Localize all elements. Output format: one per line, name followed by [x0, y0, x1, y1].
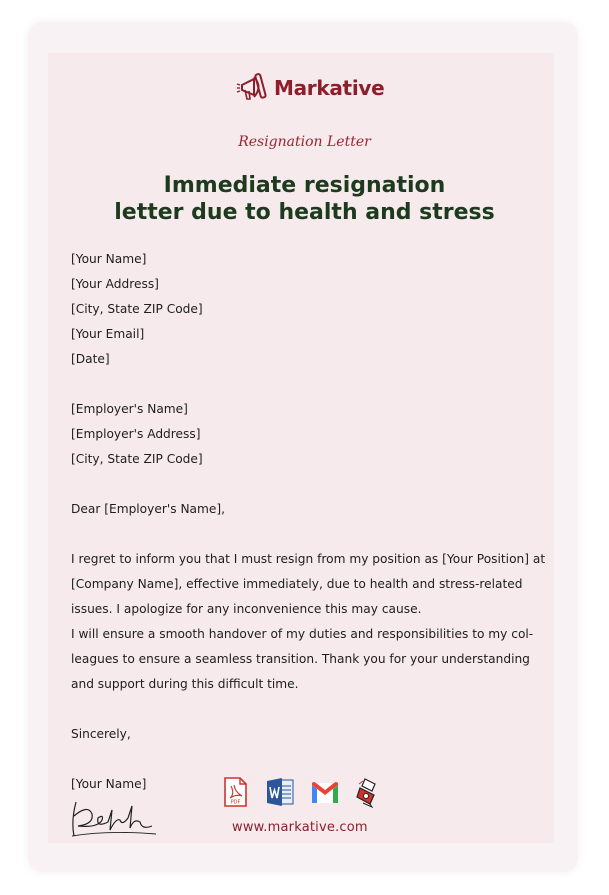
megaphone-icon [236, 71, 270, 105]
paragraph-line: [Company Name], effective immediately, due to health and stress-related [71, 577, 523, 591]
recipient-line: [City, State ZIP Code] [71, 452, 203, 466]
closing: Sincerely, [71, 727, 131, 741]
brand-logo [236, 70, 384, 106]
svg-text:PDF: PDF [230, 799, 241, 806]
word-icon[interactable] [265, 776, 295, 808]
share-icons [220, 776, 400, 808]
title-line: letter due to health and stress [114, 200, 495, 225]
letter-body [71, 547, 551, 697]
title-line: Immediate resignation [163, 173, 446, 198]
recipient-line: [Employer's Name] [71, 402, 188, 416]
salutation: Dear [Employer's Name], [71, 502, 226, 516]
print-icon[interactable] [355, 776, 385, 808]
document-subtitle: Resignation Letter [238, 134, 371, 150]
paragraph-line: I regret to inform you that I must resign from my position as [Your Position] at [71, 552, 546, 566]
closing-block [71, 722, 551, 747]
paragraph-line: issues. I apologize for any inconvenience this may cause. [71, 602, 422, 616]
sender-line: [Your Address] [71, 277, 159, 291]
paragraph-line: leagues to ensure a seamless transition. Thank you for your understanding [71, 652, 530, 666]
sender-block [71, 247, 551, 372]
recipient-line: [Employer's Address] [71, 427, 201, 441]
sender-line: [City, State ZIP Code] [71, 302, 203, 316]
gmail-icon[interactable] [310, 776, 340, 808]
paragraph-line: I will ensure a smooth handover of my duties and responsibilities to my col- [71, 627, 534, 641]
recipient-block [71, 397, 551, 472]
salutation-block [71, 497, 551, 522]
brand-name: Markative [274, 76, 385, 100]
signature-name: [Your Name] [71, 777, 147, 791]
sender-line: [Your Name] [71, 252, 147, 266]
document-title [0, 172, 609, 226]
sender-line: [Date] [71, 352, 110, 366]
website-url[interactable]: www.markative.com [232, 820, 368, 835]
paragraph-line: and support during this difficult time. [71, 677, 299, 691]
pdf-icon[interactable] [220, 776, 250, 808]
sender-line: [Your Email] [71, 327, 145, 341]
handwritten-signature [68, 796, 160, 842]
